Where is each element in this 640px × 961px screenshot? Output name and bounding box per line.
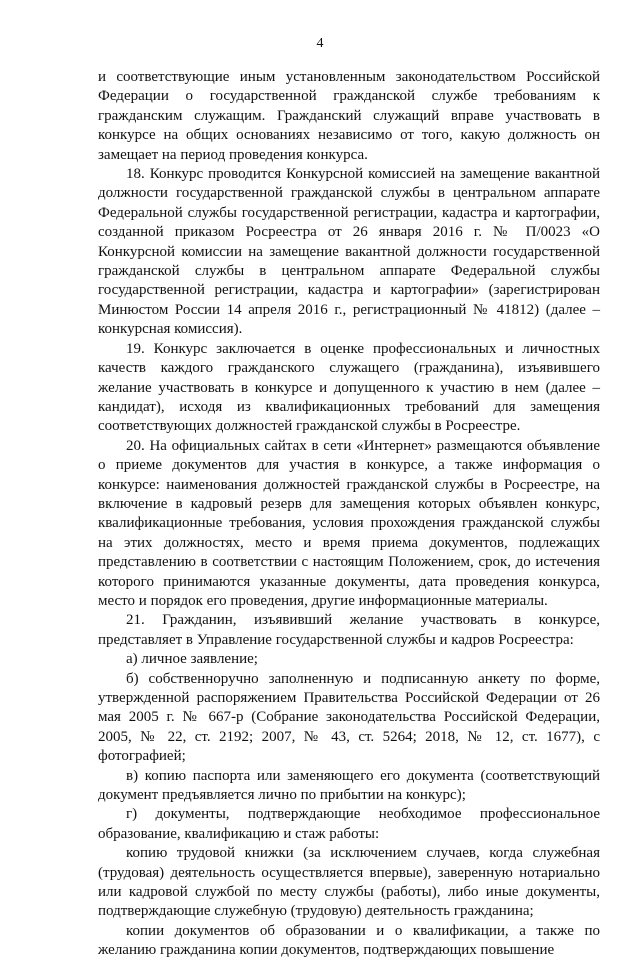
item-a: а) личное заявление; xyxy=(126,651,258,668)
paragraph-continuation: и соответствующие иным установленным законодательством Российской Федерации о государственной гражданской службе требованиям к гражданским служащим. Гражданский служащий вправе участвовать в конкурсе на общих основаниях независимо от того, какую должность он замещает на период проведения конкурса. xyxy=(98,69,600,163)
paragraph-21: 21. Гражданин, изъявивший желание участвовать в конкурсе, представляет в Управление государственной службы и кадров Росреестра: xyxy=(98,612,600,648)
item-g: г) документы, подтверждающие необходимое профессиональное образование, квалификацию и стаж работы: xyxy=(98,806,600,842)
item-v: в) копию паспорта или заменяющего его документа (соответствующий документ предъявляется лично по прибытии на конкурс); xyxy=(98,767,600,804)
item-b: б) собственноручно заполненную и подписанную анкету по форме, утвержденной распоряжением Правительства Российской Федерации от 26 мая 2005 г. № 667-р (Собрание законодательства Российской Федерации, 2005, № 22, ст. 2192; 2007, № 43, ст. 5264; 2018, № 12, ст. 1677), с фотографией; xyxy=(98,670,600,765)
paragraph-19: 19. Конкурс заключается в оценке профессиональных и личностных качеств каждого гражданского служащего (гражданина), изъявившего желание участвовать в конкурсе и допущенного к участию в нем (далее – кандидат), исходя из квалификационных требований для замещения соответствующих должностей гражданской службы в Росреестре. xyxy=(98,340,600,435)
page-number: 4 xyxy=(316,36,324,51)
document-body xyxy=(98,68,600,961)
paragraph-20: 20. На официальных сайтах в сети «Интернет» размещаются объявление о приеме документов для участия в конкурсе, а также информация о конкурсе: наименования должностей гражданской службы в Росреестре, на включение в кадровый резерв для замещения которых объявлен конкурс, квалификационные требования, условия прохождения гражданской службы на этих должностях, место и время приема документов, подлежащих представлению в соответствии с настоящим Положением, срок, до истечения которого принимаются указанные документы, дата проведения конкурса, место и порядок его проведения, другие информационные материалы. xyxy=(98,437,600,609)
item-g-work-book: копию трудовой книжки (за исключением случаев, когда служебная (трудовая) деятельность осуществляется впервые), заверенную нотариально или кадровой службой по месту службы (работы), либо иные документы, подтверждающие служебную (трудовую) деятельность гражданина; xyxy=(98,845,600,920)
paragraph-18: 18. Конкурс проводится Конкурсной комиссией на замещение вакантной должности государственной гражданской службы в центральном аппарате Федеральной службы государственной регистрации, кадастра и картографии, созданной приказом Росреестра от 26 января 2016 г. № П/0023 «О Конкурсной комиссии на замещение вакантной должности государственной гражданской службы в центральном аппарате Федеральной службы государственной регистрации, кадастра и картографии» (зарегистрирован Минюстом России 14 апреля 2016 г., регистрационный № 41812) (далее – конкурсная комиссия). xyxy=(98,166,600,338)
item-g-education-docs: копии документов об образовании и о квалификации, а также по желанию гражданина копии документов, подтверждающих повышение xyxy=(98,922,600,959)
